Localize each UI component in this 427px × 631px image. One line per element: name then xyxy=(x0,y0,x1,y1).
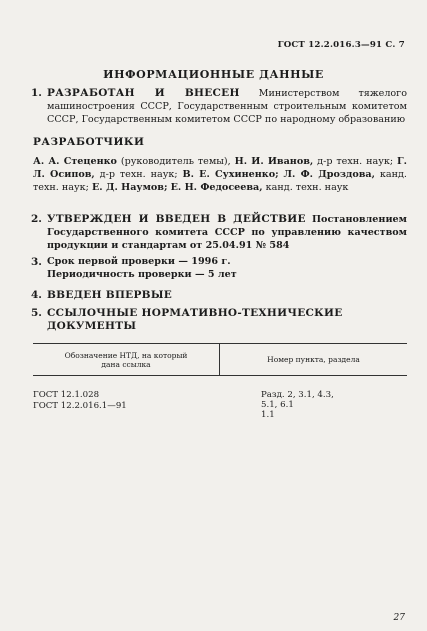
first-check-date: Срок первой проверки — 1996 г. xyxy=(47,256,231,267)
section-2 xyxy=(33,213,407,252)
page-title: ИНФОРМАЦИОННЫЕ ДАННЫЕ xyxy=(103,68,324,81)
reference-points: 1.1 xyxy=(261,410,275,420)
developer-name: Е. Н. Федосеева, xyxy=(170,182,263,194)
developer-name: Г. Л. Осипов, xyxy=(33,156,407,181)
check-periodicity: Периодичность проверки — 5 лет xyxy=(47,268,237,280)
section-heading: УТВЕРЖДЕН И ВВЕДЕН В ДЕЙСТВИЕ xyxy=(47,213,306,225)
developer-role: д-р техн. наук; xyxy=(99,169,178,181)
table-row xyxy=(33,401,407,420)
reference-table xyxy=(33,343,407,420)
section-text: Постановлением Государственного комитета СССР по управлению качеством продукции и стандартам от 25.04.91 № 584 xyxy=(47,214,407,251)
section-text: Министерством тяжелого машиностроения СССР, Государственным строительным комитетом СССР, Государственным комитетом СССР по народному образованию xyxy=(47,88,407,125)
section-4 xyxy=(33,289,407,303)
document-header: ГОСТ 12.2.016.3—91 С. 7 xyxy=(277,40,405,50)
column-header-document: Обозначение НТД, на который дана ссылка xyxy=(33,344,220,375)
section-heading: ССЫЛОЧНЫЕ НОРМАТИВНО-ТЕХНИЧЕСКИЕ ДОКУМЕНТЫ xyxy=(47,307,343,332)
table-header xyxy=(33,343,407,376)
section-1 xyxy=(33,87,407,126)
developer-role: д-р техн. наук; xyxy=(317,156,394,167)
reference-document: ГОСТ 12.1.028 xyxy=(33,390,100,400)
section-5 xyxy=(33,307,407,333)
developer-role: (руководитель темы), xyxy=(120,156,231,167)
developer-name: Е. Д. Наумов; xyxy=(91,182,168,194)
section-heading: ВВЕДЕН ВПЕРВЫЕ xyxy=(47,289,173,301)
section-number: 1. xyxy=(31,87,42,99)
developer-name: А. А. Стеценко xyxy=(33,156,117,167)
developer-name: Л. Ф. Дроздова, xyxy=(283,169,375,181)
developer-name: Н. И. Иванов, xyxy=(234,156,314,167)
developer-role: канд. техн. наук; xyxy=(33,169,407,194)
section-number: 5. xyxy=(31,307,42,319)
page-number: 27 xyxy=(393,613,405,623)
section-number: 4. xyxy=(31,289,42,301)
developer-role: канд. техн. наук xyxy=(265,182,349,194)
developers-heading: РАЗРАБОТЧИКИ xyxy=(33,136,145,148)
section-number: 3. xyxy=(31,256,42,268)
section-number: 2. xyxy=(31,213,42,225)
section-heading: РАЗРАБОТАН И ВНЕСЕН xyxy=(47,87,240,99)
reference-points: Разд. 2, 3.1, 4.3, 5.1, 6.1 xyxy=(261,390,334,410)
reference-document: ГОСТ 12.2.016.1—91 xyxy=(33,401,127,411)
developers-list xyxy=(33,155,407,195)
section-3 xyxy=(33,256,407,282)
developer-name: В. Е. Сухиненко; xyxy=(182,169,279,181)
column-header-points: Номер пункта, раздела xyxy=(267,355,360,364)
